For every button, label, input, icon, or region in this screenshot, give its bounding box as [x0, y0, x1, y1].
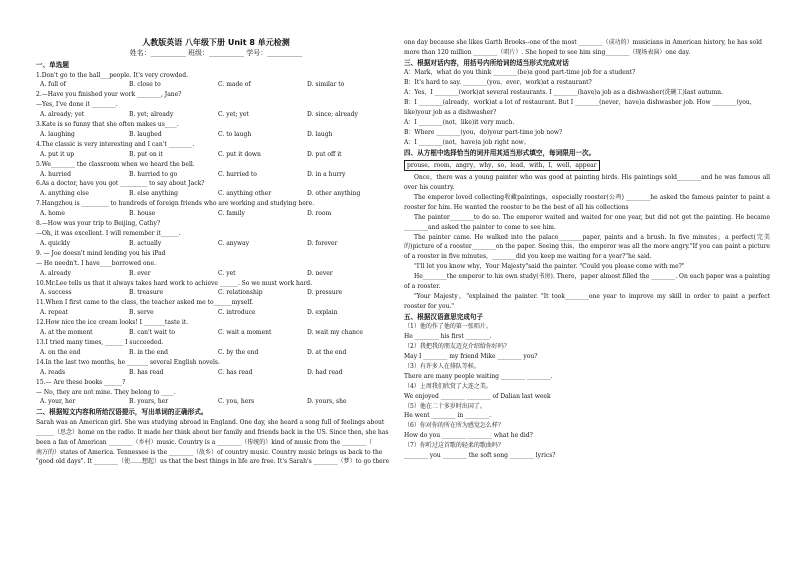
answer-option: D. since; already — [307, 111, 358, 119]
answer-option: A. home — [40, 210, 65, 218]
dialogue-line: A：I ________(not，have)a job right now。 — [404, 138, 530, 146]
dialogue-line: like)your job as a dishwasher? — [404, 108, 497, 116]
section-5-sentences — [404, 322, 770, 461]
answer-option: B. hurried to go — [129, 170, 178, 178]
question-text: 13.I tried many times, ______ I succeeded. — [36, 338, 164, 346]
answer-option: D. laugh — [307, 130, 333, 138]
passage-line: more than 120 million ________（唱片）. She hoped to see him sing________（现场表演）one day. — [404, 48, 691, 56]
answer-option: B. in the end — [129, 348, 168, 356]
passage-line: ______（思念）home on the radio. It made her think about her family and friends back in the US. Since then, she has — [36, 428, 389, 436]
answer-options — [40, 239, 396, 249]
answer-option: C. by the end — [218, 348, 259, 356]
answer-options — [40, 397, 396, 407]
answer-option: B. ever — [129, 269, 151, 277]
answer-option: D. similar to — [307, 81, 345, 89]
passage-line: been a fan of American ________（乡村）music. Country is a ________（传统的）kind of music from the ________（ — [36, 438, 372, 446]
passage-line: one day because she likes Garth Brooks--one of the most ________（成功的）musicians in American history, he has sold — [404, 39, 762, 46]
answer-options — [40, 80, 396, 90]
section-5-heading: 五、根据汉语意思完成句子 — [404, 312, 484, 321]
answer-options — [40, 209, 396, 219]
answer-option: C. made of — [218, 81, 251, 89]
question-text: —Oh, it was excellent. I will remember it______. — [36, 230, 181, 237]
question-text: 10.Mr.Lee tells us that it always takes hard work to achieve ______. So we must work hard. — [36, 279, 313, 287]
answer-options — [40, 308, 396, 318]
translation-line: He ________ his first ________. — [404, 333, 492, 341]
answer-options — [40, 348, 396, 358]
answer-option: A. reads — [40, 368, 66, 376]
answer-options — [40, 328, 396, 338]
story-paragraph: "Your Majesty，"explained the painter. "It took________one year to improve my skill in order to paint a perfect rooster for you." — [404, 292, 770, 310]
translation-line: ________ you ________ the soft song ________ lyrics? — [404, 452, 556, 460]
story-paragraph: The painter came. He walked into the palace________paper, paints and a brush. In five minutes，a perfect(完美的)picture of a rooster________on the paper. Seeing this，the emperor was all the more angry."If you can paint a picture of a rooster in five minutes，________did you keep me waiting for a year?"he said. — [404, 233, 770, 261]
translation-line: （5）他在二十多岁时出国了。 — [404, 402, 486, 410]
answer-options — [40, 170, 396, 180]
answer-option: D. in a hurry — [307, 170, 346, 178]
question-text: 3.Kate is so funny that she often makes us____. — [36, 121, 179, 129]
passage-line: Sarah was an American girl. She was studying abroad in England. One day, she heard a song full of feelings about — [36, 418, 385, 426]
answer-option: C. has read — [218, 368, 253, 376]
answer-option: A. your, her — [40, 398, 76, 406]
answer-option: B. treasure — [129, 289, 163, 297]
answer-option: B. can't wait to — [129, 329, 175, 337]
translation-line: （4）上周我们欣赏了大连之美。 — [404, 382, 492, 390]
question-text: — He needn't. I have____borrowed one. — [36, 259, 156, 267]
question-text: — No, they are not mine. They belong to ____. — [36, 388, 176, 396]
translation-line: He went ________ in ________. — [404, 412, 492, 420]
story-paragraph: The painter________to do so. The emperor waited and waited for one year, but did not get the painting. He became ________and asked the painter to come to see him. — [404, 213, 770, 231]
answer-option: A. full of — [40, 81, 66, 89]
story-paragraph: "I'll let you know why，Your Majesty"said the painter. "Could you please come with me?" — [414, 263, 685, 271]
answer-option: D. pressure — [307, 289, 343, 297]
translation-line: （7）你听过这首歌的轻柔的歌曲吗？ — [404, 442, 504, 450]
answer-option: C. hurried to — [218, 170, 257, 178]
answer-option: A. anything else — [40, 190, 89, 198]
answer-option: A. put it up — [40, 150, 75, 158]
answer-option: B. serve — [129, 309, 154, 317]
answer-options — [40, 110, 396, 120]
passage-line: 南方的）states of America. Tennessee is the ________（故乡）of country music. Country music brings us back to the — [36, 448, 383, 456]
answer-option: D. wait my chance — [307, 329, 363, 337]
answer-option: D. explain — [307, 309, 338, 317]
story-paragraph: Once，there was a young painter who was good at painting birds. His paintings sold________and he was famous all over his country. — [404, 174, 770, 191]
answer-option: B. has read — [129, 368, 164, 376]
dialogue-line: B：It's hard to say. ________(you，ever，work)at a restaurant? — [404, 79, 592, 87]
translation-line: （3）有许多人在排队等候。 — [404, 362, 480, 370]
answer-options — [40, 368, 396, 378]
answer-option: D. never — [307, 269, 333, 277]
dialogue-line: B：I ________(already，work)at a lot of restaurant. But I ________(never，have)a dishwasher job. How ________(you， — [404, 99, 756, 107]
section-2-passage-end — [404, 38, 770, 58]
answer-option: B. yours, her — [129, 398, 169, 406]
answer-option: B. yet; already — [129, 111, 174, 119]
translation-line: （1）他的作了他的第一张唱片。 — [404, 323, 492, 331]
dialogue-line: A：Yes，I ________(work)at several restaurants. I ________(have)a job as a dishwasher(洗碗工)last autumn. — [404, 89, 723, 97]
answer-option: C. wait a moment — [218, 329, 272, 337]
answer-options — [40, 189, 396, 199]
answer-options — [40, 130, 396, 140]
answer-options — [40, 269, 396, 279]
answer-option: C. yet — [218, 269, 236, 277]
question-text: 8.—How was your trip to Beijing, Cathy? — [36, 220, 161, 228]
question-text: 7.Hangzhou is _________ to hundreds of foreign friends who are working and studying here. — [36, 200, 315, 208]
answer-option: D. other anything — [307, 190, 361, 198]
section-3-heading: 三、根据对话内容，用括号内所给词的适当形式完成对话 — [404, 58, 569, 67]
answer-option: A. hurried — [40, 170, 71, 178]
question-text: 14.In the last two months, he _______ several English novels. — [36, 358, 220, 366]
translation-line: （6）你对你的所在所为感觉怎么样？ — [404, 422, 504, 430]
answer-option: A. already; yet — [40, 111, 85, 119]
answer-option: C. introduce — [218, 309, 256, 317]
dialogue-line: A：I ________(not，like)it very much. — [404, 118, 515, 126]
story-paragraph: The emperor loved collecting收藏paintings，especially rooster(公鸡) ________he asked the famous painter to paint a rooster for him. He wanted the rooster to be the best of all his collections — [404, 193, 770, 211]
question-text: 4.The classic is very interesting and I can't ________. — [36, 140, 195, 148]
answer-option: A. quickly — [40, 239, 71, 247]
answer-option: D. yours, she — [307, 398, 347, 406]
section-4-heading: 四、从方框中选择恰当的词并用其适当形式填空，每词限用一次。 — [404, 148, 596, 157]
section-1-questions — [36, 71, 396, 408]
question-text: 1.Don't go to the hall___people. It's very crowded. — [36, 71, 189, 79]
story-paragraph: He________the emperor to his own study(书房). There，paper almost filled the ________. On each paper was a painting of a rooster. — [404, 273, 770, 291]
section-4-passage — [404, 173, 770, 312]
question-text: 12.How nice the ice cream looks! I _______taste it. — [36, 319, 189, 327]
answer-option: C. to laugh — [218, 130, 252, 138]
answer-option: A. repeat — [40, 309, 68, 317]
answer-option: C. anyway — [218, 239, 250, 247]
answer-option: C. relationship — [218, 289, 263, 297]
dialogue-line: A：Mark，what do you think ________(be)a good part-time job for a student? — [404, 69, 636, 77]
answer-option: B. close to — [129, 81, 161, 89]
section-2-heading: 二、根据短文内容和所给汉语提示，写出单词的正确形式。 — [36, 408, 208, 417]
answer-option: D. forever — [307, 239, 338, 247]
student-info-line: 姓名：__________ 班级：__________ 学号：__________ — [129, 49, 303, 57]
question-text: 11.When I first came to the class, the teacher asked me to______myself. — [36, 299, 254, 307]
question-text: 2.—Have you finished your work ________, Jane? — [36, 91, 182, 99]
translation-line: （2）我把我的朋友迈克介绍给你好吗？ — [404, 343, 510, 351]
answer-option: B. laughed — [129, 130, 162, 138]
question-text: 6.As a doctor, have you got _________ to say about Jack? — [36, 180, 205, 188]
answer-option: D. had read — [307, 368, 343, 376]
answer-option: D. put off it — [307, 150, 342, 158]
answer-option: D. room — [307, 210, 332, 218]
answer-option: C. yet; yet — [218, 111, 249, 119]
translation-line: There are many people waiting ________ ________. — [404, 372, 553, 380]
section-3-dialogue — [404, 68, 770, 147]
answer-option: B. else anything — [129, 190, 178, 198]
left-column — [36, 36, 396, 467]
section-1-heading: 一、单选题 — [36, 61, 69, 69]
answer-option: B. actually — [129, 239, 162, 247]
answer-option: C. family — [218, 210, 245, 218]
question-text: 15.— Are these books ______? — [36, 378, 126, 386]
right-column — [404, 38, 770, 461]
answer-options — [40, 150, 396, 160]
word-bank-box: prouse，room，angry，why，so，lead，with，I，well，appear — [404, 160, 600, 171]
answer-options — [40, 288, 396, 298]
answer-option: A. laughing — [40, 130, 75, 138]
question-text: 5.We________ the classroom when we heard the bell. — [36, 160, 195, 168]
worksheet-title: 人教版英语 八年级下册 Unit 8 单元检测 — [142, 38, 290, 47]
answer-option: B. house — [129, 210, 156, 218]
question-text: 9. — Joe doesn't mind lending you his iPad — [36, 249, 166, 257]
answer-option: C. you, hers — [218, 398, 255, 406]
answer-option: D. at the end — [307, 348, 347, 356]
passage-line: "good old days". It ________（使……想起）us that the best things in life are free. It's Sarah's ________（梦）to go there — [36, 458, 390, 466]
translation-line: May I ________ my friend Mike ________ you? — [404, 352, 538, 360]
answer-option: C. put it down — [218, 150, 261, 158]
answer-option: A. success — [40, 289, 72, 297]
translation-line: How do you ________ ________ what he did? — [404, 432, 533, 440]
section-2-passage-start — [36, 418, 396, 468]
question-text: —Yes, I've done it ________. — [36, 101, 118, 109]
answer-option: A. already — [40, 269, 71, 277]
answer-option: A. on the end — [40, 348, 81, 356]
answer-option: A. at the moment — [40, 329, 93, 337]
answer-option: B. put on it — [129, 150, 163, 158]
dialogue-line: B：Where ________(you，do)your part-time job now? — [404, 128, 563, 136]
answer-option: C. anything other — [218, 190, 272, 198]
translation-line: We enjoyed ________ ________ of Dalian last week — [404, 392, 551, 400]
